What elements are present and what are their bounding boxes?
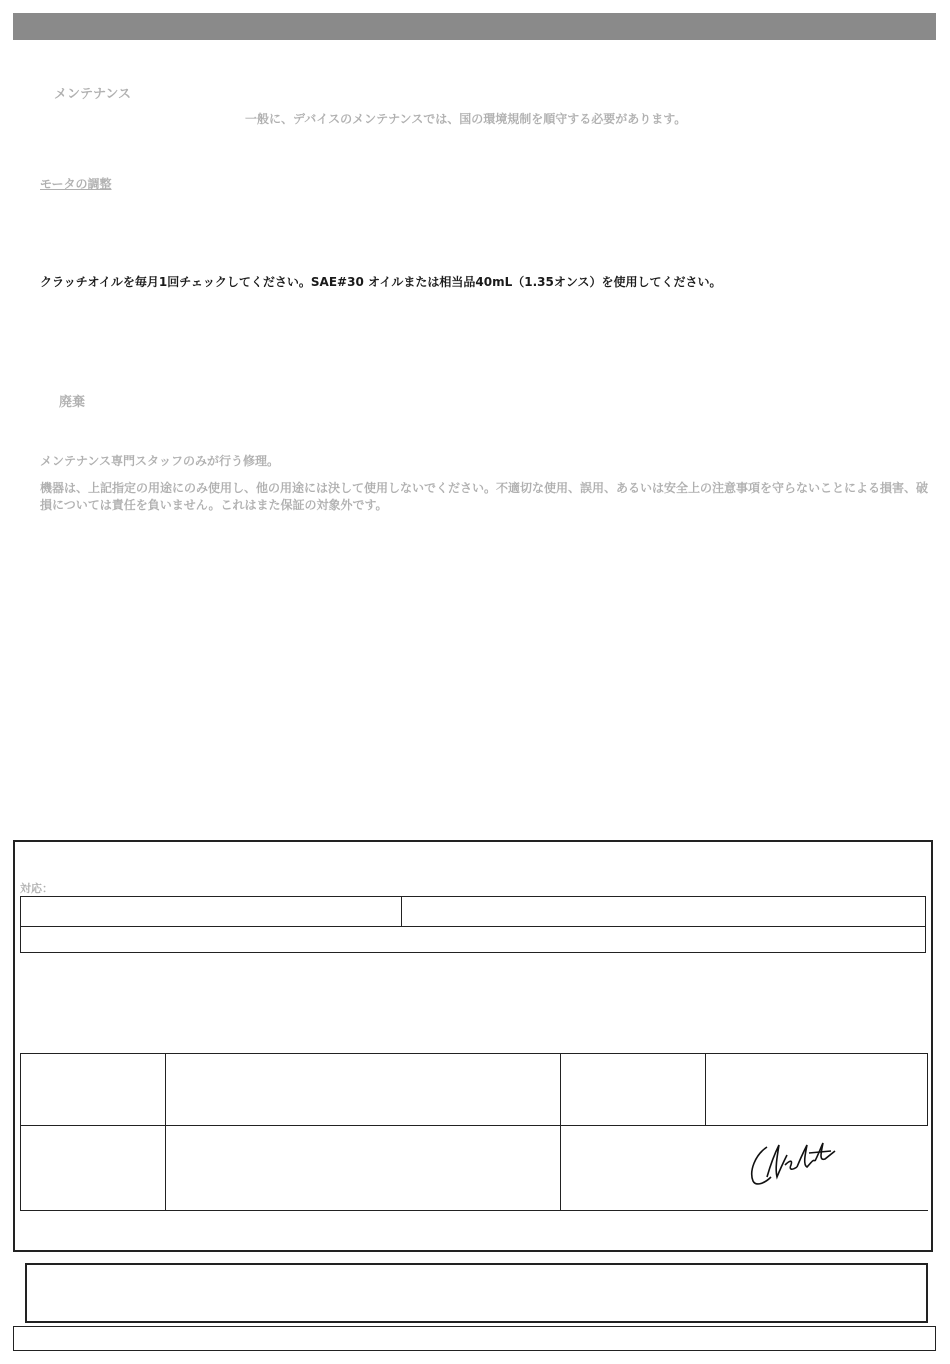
signature-cell <box>705 1125 928 1211</box>
table-cell <box>705 1053 928 1126</box>
motor-adjustment-heading: モータの調整 <box>40 177 112 191</box>
disclaimer-paragraph: 機器は、上記指定の用途にのみ使用し、他の用途には決して使用しないでください。不適切な使用、誤用、あるいは安全上の注意事項を守らないことによる損害、破損については責任を負いません。これはまた保証の対象外です。 <box>40 481 929 512</box>
declaration-box <box>13 840 933 1252</box>
repair-staff-note: メンテナンス専門スタッフのみが行う修理。 <box>40 454 280 468</box>
header-bar <box>13 13 936 40</box>
clutch-oil-instruction: クラッチオイルを毎月1回チェックしてください。SAE#30 オイルまたは相当品40mL（1.35オンス）を使用してください。 <box>40 275 722 289</box>
table-cell <box>165 1053 561 1126</box>
product-cell-left <box>21 897 402 926</box>
disposal-heading: 廃棄 <box>59 395 86 410</box>
table-cell <box>560 1125 706 1211</box>
footer-strip <box>13 1326 936 1351</box>
footer-box <box>25 1263 928 1323</box>
table-cell <box>20 1053 166 1126</box>
target-label: 対応： <box>20 882 53 895</box>
maintenance-heading: メンテナンス <box>54 87 131 102</box>
table-cell <box>165 1125 561 1211</box>
maintenance-body: 一般に、デバイスのメンテナンスでは、国の環境規制を順守する必要があります。 <box>245 112 687 126</box>
product-row <box>20 896 926 927</box>
handwritten-signature <box>745 1137 837 1189</box>
table-cell <box>560 1053 706 1126</box>
product-cell-right <box>402 897 925 926</box>
signature-table <box>20 1053 928 1211</box>
model-row <box>20 926 926 953</box>
table-cell <box>20 1125 166 1211</box>
